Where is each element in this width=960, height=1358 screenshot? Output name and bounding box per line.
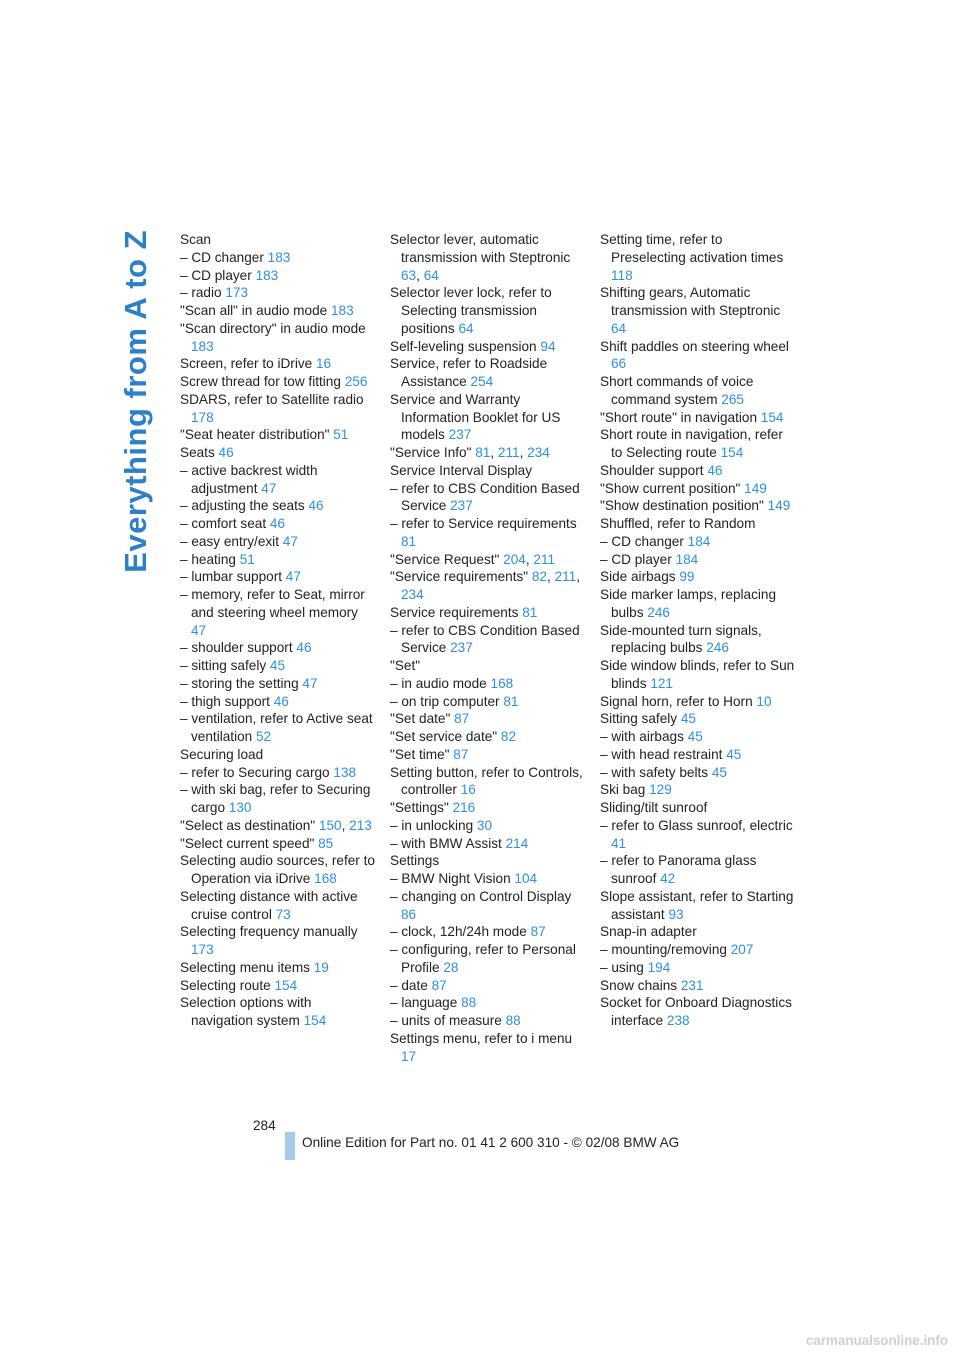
index-entry <box>180 497 375 515</box>
page-reference-link[interactable]: 246 <box>706 640 729 656</box>
index-entry <box>600 852 795 888</box>
page-reference-link[interactable]: 183 <box>191 338 214 354</box>
page-reference-link[interactable]: 138 <box>333 764 357 780</box>
page-reference-link[interactable]: 51 <box>239 551 255 567</box>
index-entry-text: – memory, refer to Seat, mirror and steering wheel memory <box>180 587 365 620</box>
index-entry <box>390 657 585 675</box>
index-entry-text: Selecting frequency manually <box>180 924 358 940</box>
index-entry-text: "Scan directory" in audio mode <box>180 320 366 336</box>
index-entry-text: Slope assistant, refer to Starting assistant <box>600 888 794 922</box>
index-entry-text: "Select as destination" <box>180 817 316 833</box>
index-entry-text: "Set" <box>390 658 421 673</box>
page-reference-link[interactable]: 154 <box>274 977 298 993</box>
index-entry <box>180 977 375 995</box>
index-entry-text: SDARS, refer to Satellite radio <box>180 391 364 407</box>
index-entry-text: Socket for Onboard Diagnostics interface <box>600 995 792 1028</box>
index-entry <box>180 852 375 888</box>
index-entry <box>390 710 585 728</box>
page-reference-link[interactable]: 149 <box>767 498 791 514</box>
index-entry <box>390 1030 585 1066</box>
page-reference-link[interactable]: 85 <box>318 835 334 851</box>
page-reference-link[interactable]: 17 <box>401 1048 417 1064</box>
index-entry <box>600 994 795 1030</box>
index-entry-text: – date <box>390 977 428 993</box>
index-entry-text: – using <box>600 959 644 975</box>
index-entry-text: Selector lever lock, refer to Selecting transmission positions <box>390 285 552 336</box>
index-entry <box>390 799 585 817</box>
index-entry-text: Settings <box>390 853 440 869</box>
page-reference-link[interactable]: 87 <box>530 924 546 940</box>
index-entry-text: – lumbar support <box>180 569 283 585</box>
page-reference-link[interactable]: 64 <box>458 320 474 336</box>
index-entry <box>180 426 375 444</box>
index-entry-text: – easy entry/exit <box>180 533 279 549</box>
page-reference-link[interactable]: 64 <box>611 320 627 336</box>
index-entry-text: – refer to Glass sunroof, electric <box>600 817 793 833</box>
index-entry-text: Short commands of voice command system <box>600 374 754 407</box>
index-entry-text: Settings menu, refer to i menu <box>390 1030 573 1046</box>
index-entry <box>180 923 375 959</box>
index-entry <box>600 799 795 817</box>
index-entry <box>600 409 795 427</box>
index-entry <box>180 675 375 693</box>
index-entry-text: Setting button, refer to Controls, controller <box>390 764 583 798</box>
footer-copyright: Online Edition for Part no. 01 41 2 600 310 - © 02/08 BMW AG <box>302 1135 680 1150</box>
index-entry-text: Screen, refer to iDrive <box>180 356 313 372</box>
page-reference-link[interactable]: 87 <box>431 977 447 993</box>
index-entry <box>600 764 795 782</box>
page-reference-link[interactable]: 231 <box>680 977 704 993</box>
index-entry-text: Sitting safely <box>600 711 678 727</box>
page-reference-link[interactable]: 28 <box>443 959 459 975</box>
index-entry <box>600 710 795 728</box>
index-entry-text: Signal horn, refer to Horn <box>600 693 753 709</box>
index-entry <box>180 639 375 657</box>
index-entry-text: – shoulder support <box>180 640 293 656</box>
page-reference-link[interactable]: 178 <box>191 409 214 425</box>
page-reference-link[interactable]: 184 <box>675 551 699 567</box>
index-entry-text: "Set time" <box>390 746 450 762</box>
page-reference-link[interactable]: 52 <box>256 729 272 744</box>
index-entry-text: – changing on Control Display <box>390 888 572 904</box>
index-entry-text: "Seat heater distribution" <box>180 427 330 443</box>
index-entry-text: – language <box>390 995 458 1011</box>
index-entry-text: – CD player <box>180 267 252 283</box>
page-reference-link[interactable]: 183 <box>267 249 291 265</box>
index-entry <box>180 781 375 817</box>
page-reference-link[interactable]: 46 <box>296 640 312 656</box>
index-entry-text: "Short route" in navigation <box>600 409 758 425</box>
index-entry <box>390 835 585 853</box>
page-reference-link[interactable]: 46 <box>218 445 234 460</box>
index-entry-text: – CD changer <box>180 249 264 265</box>
page-reference-link[interactable]: 87 <box>454 711 470 727</box>
index-entry-text: – sitting safely <box>180 658 267 673</box>
index-entry-text: Snow chains <box>600 977 678 993</box>
page-reference-link[interactable]: 99 <box>679 569 695 585</box>
index-entry-text: Side airbags <box>600 569 676 585</box>
index-entry-text: Service Interval Display <box>390 462 533 478</box>
index-entry-text: – ventilation, refer to Active seat ventilation <box>180 711 373 744</box>
index-entry <box>600 781 795 799</box>
page-reference-link[interactable]: 19 <box>313 959 329 975</box>
index-entry <box>180 764 375 782</box>
index-entry-text: Service, refer to Roadside Assistance <box>390 356 548 389</box>
index-entry <box>390 746 585 764</box>
index-entry-text: – BMW Night Vision <box>390 871 511 886</box>
index-entry-text: Selecting menu items <box>180 959 310 975</box>
page-reference-link[interactable]: 154 <box>303 1013 327 1028</box>
page-reference-link[interactable]: 66 <box>611 356 627 372</box>
page-reference-link[interactable]: 47 <box>285 569 301 585</box>
page-reference-link[interactable]: 154 <box>760 409 784 425</box>
page-number: 284 <box>253 1118 276 1133</box>
index-entry-text: – active backrest width adjustment <box>180 462 318 496</box>
index-entry <box>180 391 375 427</box>
page-reference-link[interactable]: 216 <box>452 800 476 815</box>
page-reference-link[interactable]: 51 <box>333 427 349 443</box>
page-reference-link[interactable]: 207 <box>730 942 754 957</box>
index-entry <box>390 728 585 746</box>
index-entry <box>390 1012 585 1030</box>
index-entry <box>600 817 795 853</box>
index-entry <box>180 320 375 356</box>
index-column-2 <box>390 231 585 1065</box>
index-entry <box>390 515 585 551</box>
index-entry <box>600 231 795 284</box>
index-entry-text: – with BMW Assist <box>390 835 502 851</box>
index-column-1 <box>180 231 375 1030</box>
index-entry-text: – refer to Service requirements <box>390 516 577 531</box>
page-reference-link[interactable]: 194 <box>647 959 671 975</box>
page-reference-link[interactable]: 10 <box>756 693 772 709</box>
page-reference-link[interactable]: 237 <box>448 427 472 443</box>
index-entry <box>390 817 585 835</box>
page-reference-link[interactable]: 64 <box>423 267 439 283</box>
index-entry-text: Selecting route <box>180 977 271 993</box>
page-reference-link[interactable]: 73 <box>275 906 291 922</box>
page-reference-link[interactable]: 130 <box>228 800 252 815</box>
page-reference-link[interactable]: 46 <box>308 498 324 514</box>
index-entry <box>180 568 375 586</box>
page-reference-link[interactable]: 211 <box>497 445 520 460</box>
index-entry <box>600 373 795 409</box>
index-entry-text: Selector lever, automatic transmission with Steptronic <box>390 232 571 265</box>
index-entry <box>180 249 375 267</box>
index-entry <box>600 923 795 941</box>
index-entry <box>390 923 585 941</box>
index-entry <box>390 622 585 658</box>
index-entry <box>600 746 795 764</box>
index-entry <box>600 568 795 586</box>
page-reference-link[interactable]: 16 <box>316 356 332 372</box>
index-entry-text: – clock, 12h/24h mode <box>390 924 527 940</box>
page-reference-link[interactable]: 46 <box>707 462 723 478</box>
page-reference-link[interactable]: 47 <box>302 675 318 691</box>
index-entry-text: "Service Info" <box>390 445 472 460</box>
page-reference-link[interactable]: 183 <box>255 267 279 283</box>
index-entry <box>600 622 795 658</box>
index-entry-text: Service and Warranty Information Booklet for US models <box>390 391 561 443</box>
index-entry <box>600 462 795 480</box>
index-entry-text: Scan <box>180 232 211 247</box>
index-entry-text: – mounting/removing <box>600 942 727 957</box>
index-entry-text: – with safety belts <box>600 764 709 780</box>
index-entry <box>180 284 375 302</box>
page-reference-link[interactable]: 81 <box>503 693 519 709</box>
page-reference-link[interactable]: 238 <box>666 1013 690 1028</box>
index-entry-text: Sliding/tilt sunroof <box>600 800 708 815</box>
page-reference-link[interactable]: 118 <box>611 267 633 283</box>
page-reference-link[interactable]: 173 <box>225 285 249 301</box>
index-entry <box>390 888 585 924</box>
index-entry: "Service Info" 81, 211, 234 <box>390 445 550 460</box>
index-entry <box>390 994 585 1012</box>
page-reference-link[interactable]: 211 <box>554 569 577 585</box>
index-entry <box>390 391 585 444</box>
page-reference-link[interactable]: 154 <box>720 445 744 460</box>
index-entry-text: – refer to Panorama glass sunroof <box>600 853 757 886</box>
index-entry <box>180 551 375 569</box>
index-entry <box>600 533 795 551</box>
page-reference-link[interactable]: 168 <box>490 675 514 691</box>
index-entry-text: – storing the setting <box>180 675 299 691</box>
index-entry-text: – heating <box>180 551 236 567</box>
page-reference-link[interactable]: 45 <box>726 746 742 762</box>
index-entry <box>180 444 375 462</box>
page-reference-link[interactable]: 256 <box>344 374 368 389</box>
index-entry-text: Shuffled, refer to Random <box>600 516 756 531</box>
index-entry <box>180 302 375 320</box>
index-entry <box>180 994 375 1030</box>
index-entry-text: – on trip computer <box>390 693 500 709</box>
page-reference-link[interactable]: 46 <box>269 516 286 531</box>
index-entry <box>390 977 585 995</box>
page-reference-link[interactable]: 121 <box>650 675 673 691</box>
index-entry <box>180 231 375 249</box>
page-reference-link[interactable]: 88 <box>505 1013 521 1028</box>
index-entry-text: Shoulder support <box>600 462 704 478</box>
index-entry <box>180 355 375 373</box>
index-entry-text: Seats <box>180 445 215 460</box>
index-entry <box>180 267 375 285</box>
page-reference-link[interactable]: 47 <box>191 622 207 638</box>
index-entry-text: "Service Request" <box>390 551 500 567</box>
index-entry-text: Side window blinds, refer to Sun blinds <box>600 658 795 691</box>
index-entry-text: Side marker lamps, replacing bulbs <box>600 587 777 620</box>
page-reference-link[interactable]: 129 <box>649 782 672 798</box>
index-entry <box>390 284 585 337</box>
index-entry-text: Securing load <box>180 746 264 762</box>
index-entry <box>390 675 585 693</box>
index-entry: "Service requirements" 82, 211, 234 <box>390 569 581 602</box>
index-entry-text: Screw thread for tow fitting <box>180 374 341 389</box>
page-reference-link[interactable]: 45 <box>711 764 727 780</box>
page-reference-link[interactable]: 82 <box>500 729 517 744</box>
page-reference-link[interactable]: 150 <box>318 817 342 833</box>
index-entry <box>390 338 585 356</box>
index-entry <box>600 693 795 711</box>
page-reference-link[interactable]: 88 <box>461 995 477 1011</box>
index-entry <box>600 515 795 533</box>
page-reference-link[interactable]: 237 <box>450 498 473 514</box>
page-reference-link[interactable]: 81 <box>522 604 538 620</box>
index-entry-text: – in audio mode <box>390 675 487 691</box>
index-entry-text: Selecting audio sources, refer to Operation via iDrive <box>180 853 375 886</box>
page-reference-link[interactable]: 213 <box>349 817 372 833</box>
index-entry-text: Shift paddles on steering wheel <box>600 338 789 354</box>
index-entry-text: – CD changer <box>600 533 684 549</box>
page-reference-link[interactable]: 42 <box>660 871 676 886</box>
index-entry-text: Ski bag <box>600 782 646 798</box>
index-entry-text: – units of measure <box>390 1013 502 1028</box>
index-column-3 <box>600 231 795 1030</box>
index-entry <box>180 746 375 764</box>
index-entry <box>180 462 375 498</box>
page-reference-link[interactable]: 63 <box>401 267 417 283</box>
watermark-logo: carmanualsonline.info <box>805 1333 948 1348</box>
index-entry <box>600 586 795 622</box>
index-entry <box>390 462 585 480</box>
page-reference-link[interactable]: 246 <box>647 604 670 620</box>
index-entry-text: "Show current position" <box>600 480 741 496</box>
index-entry-text: "Set service date" <box>390 729 498 744</box>
index-entry-text: – in unlocking <box>390 817 474 833</box>
index-entry-text: Short route in navigation, refer to Selecting route <box>600 427 783 460</box>
page-reference-link[interactable]: 45 <box>269 658 286 673</box>
index-entry <box>390 764 585 800</box>
index-entry <box>180 515 375 533</box>
index-entry-text: – with airbags <box>600 729 684 744</box>
index-entry <box>180 959 375 977</box>
index-entry <box>180 710 375 746</box>
index-entry <box>180 657 375 675</box>
page-reference-link[interactable]: 104 <box>514 871 538 886</box>
index-entry <box>600 728 795 746</box>
index-entry-text: – comfort seat <box>180 516 267 531</box>
page-reference-link[interactable]: 168 <box>314 871 337 886</box>
index-entry-text: – CD player <box>600 551 672 567</box>
index-entry: "Service Request" 204, 211 <box>390 551 556 567</box>
index-entry-text: "Show destination position" <box>600 498 764 514</box>
index-entry <box>180 586 375 639</box>
index-entry <box>600 284 795 337</box>
index-entry <box>390 941 585 977</box>
index-entry <box>600 497 795 515</box>
index-entry <box>600 426 795 462</box>
page-reference-link[interactable]: 46 <box>273 693 289 709</box>
page-reference-link[interactable]: 234 <box>527 445 550 460</box>
page-reference-link[interactable]: 184 <box>687 533 711 549</box>
index-entry-text: "Settings" <box>390 800 449 815</box>
index-entry <box>600 338 795 374</box>
index-entry-text: Side-mounted turn signals, replacing bulbs <box>600 622 762 656</box>
index-entry <box>600 959 795 977</box>
index-entry <box>180 888 375 924</box>
index-entry <box>180 693 375 711</box>
page-reference-link[interactable]: 87 <box>453 746 469 762</box>
index-entry-text: – refer to CBS Condition Based Service <box>390 480 580 514</box>
index-entry <box>600 480 795 498</box>
page-reference-link[interactable]: 45 <box>680 711 696 727</box>
index-entry <box>600 551 795 569</box>
page-reference-link[interactable]: 93 <box>668 906 684 922</box>
page-reference-link[interactable]: 47 <box>282 533 298 549</box>
index-entry-text: Shifting gears, Automatic transmission with Steptronic <box>600 285 781 318</box>
page-reference-link[interactable]: 173 <box>191 942 214 957</box>
index-entry <box>390 852 585 870</box>
page-reference-link[interactable]: 86 <box>401 906 417 922</box>
index-entry-text: Service requirements <box>390 604 519 620</box>
index-entry <box>390 693 585 711</box>
page-reference-link[interactable]: 81 <box>475 445 491 460</box>
page-reference-link[interactable]: 265 <box>721 391 744 407</box>
index-entry-text: – radio <box>180 285 222 301</box>
page-reference-link[interactable]: 237 <box>450 640 473 656</box>
index-entry <box>390 480 585 516</box>
page-reference-link[interactable]: 30 <box>476 817 493 833</box>
page-reference-link[interactable]: 41 <box>611 835 627 851</box>
index-entry-text: Snap-in adapter <box>600 924 697 940</box>
index-entry <box>180 533 375 551</box>
index-entry <box>600 941 795 959</box>
page-reference-link[interactable]: 183 <box>330 303 354 318</box>
page-reference-link[interactable]: 214 <box>505 835 529 851</box>
index-entry-text: "Scan all" in audio mode <box>180 303 328 318</box>
index-entry-text: Selecting distance with active cruise control <box>180 888 358 922</box>
index-entry-text: "Select current speed" <box>180 835 315 851</box>
page-reference-link[interactable]: 149 <box>744 480 767 496</box>
page-reference-link[interactable]: 211 <box>533 551 556 567</box>
section-title: Everything from A to Z <box>118 230 153 573</box>
index-entry-text: – with head restraint <box>600 746 723 762</box>
page-reference-link[interactable]: 82 <box>531 569 547 585</box>
page-reference-link[interactable]: 81 <box>401 533 417 549</box>
index-entry-text: Setting time, refer to Preselecting activation times <box>600 232 784 265</box>
index-entry-text: "Set date" <box>390 711 451 727</box>
index-entry <box>180 373 375 391</box>
index-entry <box>600 888 795 924</box>
index-entry-text: – refer to CBS Condition Based Service <box>390 622 580 656</box>
index-entry: "Select as destination" 150, 213 <box>180 817 372 833</box>
index-entry-text: "Service requirements" <box>390 569 529 585</box>
page-reference-link[interactable]: 47 <box>261 480 277 496</box>
index-entry-text: – thigh support <box>180 693 270 709</box>
footer-accent-bar <box>285 1132 295 1160</box>
page-reference-link[interactable]: 94 <box>540 338 556 354</box>
page-reference-link[interactable]: 16 <box>460 782 476 798</box>
index-entry <box>390 355 585 391</box>
index-entry-text: – with ski bag, refer to Securing cargo <box>180 782 371 815</box>
page-reference-link[interactable]: 204 <box>503 551 526 567</box>
index-entry: Selector lever, automatic transmission with Steptronic 63, 64 <box>390 232 571 283</box>
index-entry-text: – refer to Securing cargo <box>180 764 330 780</box>
index-entry-text: Self-leveling suspension <box>390 338 537 354</box>
page-reference-link[interactable]: 254 <box>470 374 494 389</box>
index-entry <box>600 657 795 693</box>
page-reference-link[interactable]: 45 <box>687 729 703 744</box>
index-entry <box>600 977 795 995</box>
index-entry-text: – configuring, refer to Personal Profile <box>390 942 576 975</box>
page-reference-link[interactable]: 234 <box>401 587 424 602</box>
index-entry <box>390 604 585 622</box>
index-entry-text: Selection options with navigation system <box>180 995 312 1028</box>
index-entry <box>180 835 375 853</box>
index-entry <box>390 870 585 888</box>
index-entry-text: – adjusting the seats <box>180 498 305 514</box>
